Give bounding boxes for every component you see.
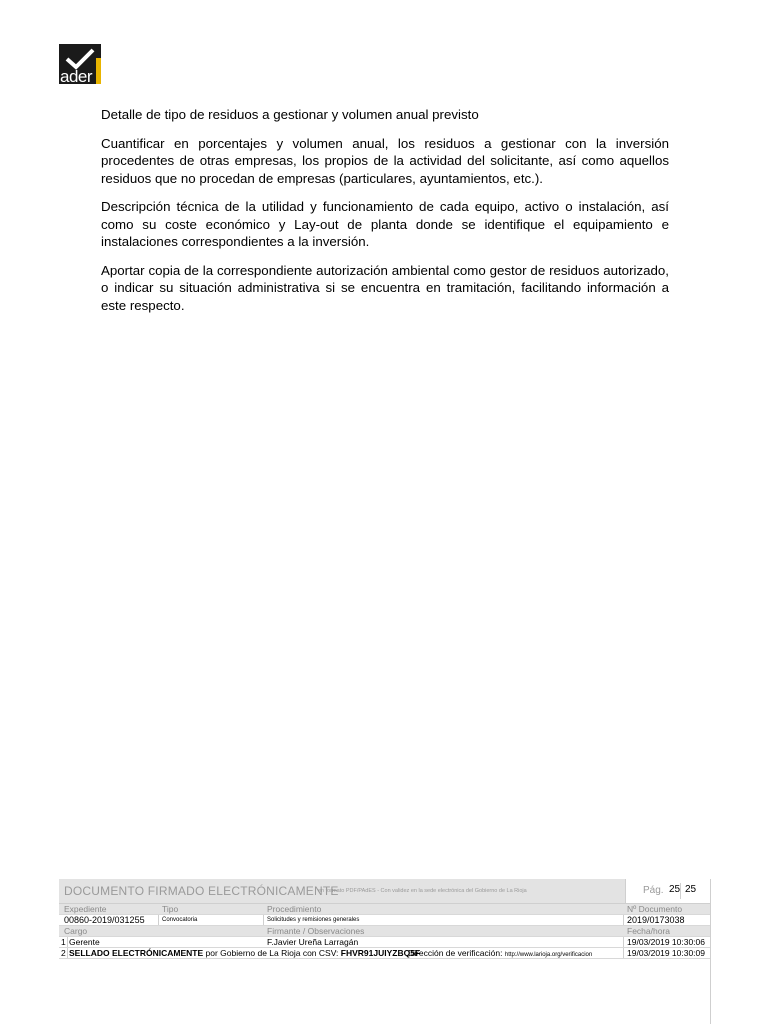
- margin-line: [710, 879, 711, 1024]
- signature-values-row: [59, 915, 711, 926]
- page-label: Pág.: [643, 885, 664, 896]
- paragraph: Descripción técnica de la utilidad y funcionamiento de cada equipo, activo o instalación, así como su coste económico y Lay-out de planta donde se identifique el equipamiento e instalaciones correspondientes a la inversión.: [101, 199, 669, 249]
- seal-text: [69, 948, 420, 958]
- seal-label: SELLADO ELECTRÓNICAMENTE: [69, 948, 204, 958]
- label-procedimiento: Procedimiento: [267, 904, 322, 914]
- signer-number: 2: [61, 948, 66, 958]
- signature-block: [59, 879, 711, 959]
- label-num-documento: Nº Documento: [627, 904, 683, 914]
- value-expediente: 00860-2019/031255: [64, 915, 145, 925]
- signature-header: [59, 879, 711, 904]
- cell-divider: [67, 937, 68, 947]
- label-tipo: Tipo: [162, 904, 179, 914]
- page-indicator: [625, 879, 712, 903]
- signature-labels-row-2: [59, 926, 711, 937]
- cell-divider: [67, 948, 68, 958]
- verification-label: Dirección de verificación:: [408, 948, 505, 958]
- cell-divider: [263, 915, 264, 925]
- signature-note: en formato PDF/PAdES - Con validez en la sede electrónica del Gobierno de La Rioja: [318, 888, 527, 894]
- paragraph: Aportar copia de la correspondiente autorización ambiental como gestor de residuos autorizado, o indicar su situación administrativa si se encuentra en tramitación, facilitando información a este respecto.: [101, 262, 669, 313]
- logo-accent-bar: [96, 58, 101, 84]
- value-num-documento: 2019/0173038: [627, 915, 685, 925]
- signature-labels-row: [59, 904, 711, 915]
- label-firmante: Firmante / Observaciones: [267, 926, 365, 936]
- label-expediente: Expediente: [64, 904, 107, 914]
- document-body: [101, 106, 669, 325]
- logo-text: ader: [60, 67, 93, 84]
- seal-csv: FHVR91JUIYZBQ5F: [340, 948, 421, 958]
- signer-date: 19/03/2019 10:30:09: [627, 948, 705, 958]
- cell-divider: [623, 915, 624, 925]
- page-total: 25: [685, 884, 697, 895]
- cell-divider: [158, 915, 159, 925]
- cell-divider: [623, 937, 624, 947]
- signature-title: DOCUMENTO FIRMADO ELECTRÓNICAMENTE: [64, 884, 339, 898]
- signer-row-1: [59, 937, 711, 948]
- page-separator: [680, 883, 681, 899]
- seal-description: por Gobierno de La Rioja con CSV:: [203, 948, 341, 958]
- label-fecha: Fecha/hora: [627, 926, 670, 936]
- page-number: 25: [669, 884, 681, 895]
- value-tipo: Convocatoria: [162, 917, 198, 923]
- signer-date: 19/03/2019 10:30:06: [627, 937, 705, 947]
- signer-cargo: Gerente: [69, 937, 100, 947]
- verification: [408, 948, 592, 960]
- paragraph: Cuantificar en porcentajes y volumen anual, los residuos a gestionar con la inversión procedentes de otras empresas, los propios de la actividad del solicitante, así como aquellos residuos que no procedan de empresas (particulares, ayuntamientos, etc.).: [101, 135, 669, 186]
- label-cargo: Cargo: [64, 926, 88, 936]
- signer-number: 1: [61, 937, 66, 947]
- paragraph: Detalle de tipo de residuos a gestionar y volumen anual previsto: [101, 107, 479, 122]
- ader-logo: [59, 44, 101, 84]
- signer-name: F.Javier Ureña Larragán: [267, 937, 359, 947]
- value-procedimiento: Solicitudes y remisiones generales: [267, 917, 360, 923]
- verification-link[interactable]: http://www.larioja.org/verificacion: [504, 952, 593, 958]
- signer-row-2: [59, 948, 711, 959]
- cell-divider: [623, 948, 624, 958]
